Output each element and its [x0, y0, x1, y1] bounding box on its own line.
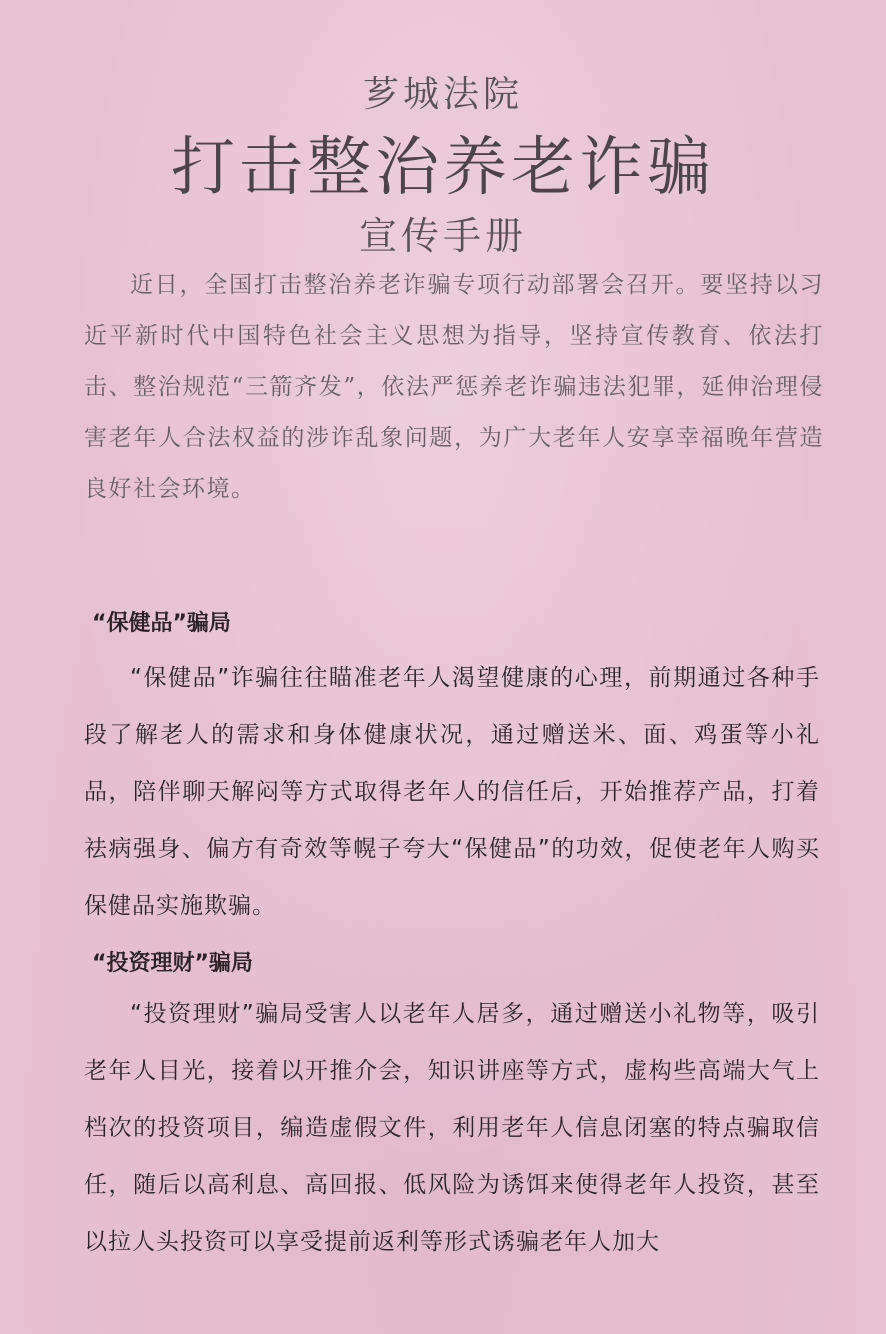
section-body-investment: “投资理财”骗局受害人以老年人居多，通过赠送小礼物等，吸引老年人目光，接着以开推介会，知识讲座等方式，虚构些高端大气上档次的投资项目，编造虚假文件，利用老年人信息闭塞的特点骗取信任，随后以高利息、高回报、低风险为诱饵来使得老年人投资，甚至以拉人头投资可以享受提前返利等形式诱骗老年人加大	[84, 1001, 820, 1255]
document-subtitle: 宣传手册	[358, 214, 527, 258]
section-heading-investment: “投资理财”骗局	[92, 951, 253, 976]
court-name: 芗城法院	[362, 74, 523, 115]
document-title: 打击整治养老诈骗	[171, 131, 715, 205]
section-heading-health-products: “保健品”骗局	[92, 611, 231, 636]
intro-paragraph: 近日，全国打击整治养老诈骗专项行动部署会召开。要坚持以习近平新时代中国特色社会主义思想为指导，坚持宣传教育、依法打击、整治规范“三箭齐发”，依法严惩养老诈骗违法犯罪，延伸治理侵害老年人合法权益的涉诈乱象问题，为广大老年人安享幸福晚年营造良好社会环境。	[84, 272, 824, 502]
section-body-health-products: “保健品”诈骗往往瞄准老年人渴望健康的心理，前期通过各种手段了解老人的需求和身体健康状况，通过赠送米、面、鸡蛋等小礼品，陪伴聊天解闷等方式取得老年人的信任后，开始推荐产品，打着祛病强身、偏方有奇效等幌子夸大“保健品”的功效，促使老年人购买保健品实施欺骗。	[84, 665, 820, 919]
